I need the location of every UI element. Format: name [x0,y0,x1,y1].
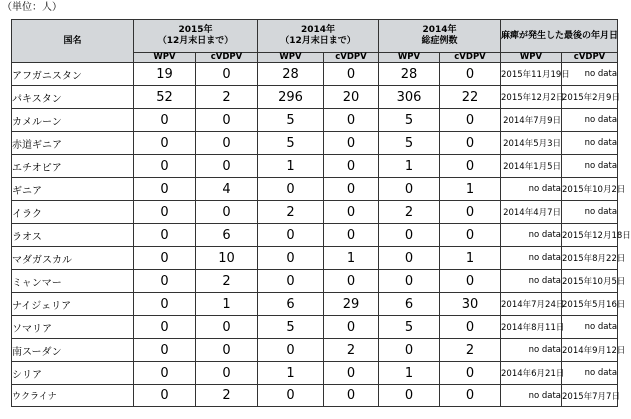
last-cvdpv-date-cell: no data [562,155,618,178]
cvdpv-total-cell: 0 [440,155,501,178]
wpv-2015-cell: 0 [134,362,196,385]
cvdpv-2014-cell: 20 [324,86,379,109]
wpv-2015-cell: 0 [134,316,196,339]
country-cell: カメルーン [12,109,134,132]
cvdpv-2014-cell: 0 [324,224,379,247]
cvdpv-total-cell: 2 [440,339,501,362]
cvdpv-total-cell: 0 [440,385,501,407]
table-row [12,86,618,109]
wpv-2015-cell: 19 [134,63,196,86]
wpv-2015-cell: 52 [134,86,196,109]
last-cvdpv-date-cell: 2015年8月22日 [562,247,618,270]
header-2015: 2015年 （12月末日まで） [134,20,258,53]
table-row [12,339,618,362]
table-row [12,293,618,316]
cvdpv-total-cell: 1 [440,247,501,270]
cvdpv-2014-cell: 0 [324,385,379,407]
country-cell: ナイジェリア [12,293,134,316]
cvdpv-2015-cell: 0 [196,339,258,362]
last-cvdpv-date-cell: no data [562,109,618,132]
last-wpv-date-cell: 2014年4月7日 [501,201,562,224]
wpv-2014-cell: 6 [258,293,324,316]
wpv-total-cell: 5 [379,316,440,339]
wpv-2014-cell: 296 [258,86,324,109]
cvdpv-2015-cell: 2 [196,86,258,109]
last-cvdpv-date-cell: 2015年2月9日 [562,86,618,109]
wpv-total-cell: 5 [379,132,440,155]
last-wpv-date-cell: no data [501,270,562,293]
wpv-2014-cell: 0 [258,224,324,247]
wpv-2014-cell: 0 [258,339,324,362]
last-wpv-date-cell: no data [501,224,562,247]
wpv-2014-cell: 0 [258,270,324,293]
last-cvdpv-date-cell: 2015年12月18日 [562,224,618,247]
cvdpv-2015-cell: 0 [196,362,258,385]
country-cell: イラク [12,201,134,224]
cvdpv-2015-cell: 0 [196,316,258,339]
country-cell: 赤道ギニア [12,132,134,155]
cvdpv-2014-cell: 0 [324,201,379,224]
cvdpv-2015-cell: 1 [196,293,258,316]
cvdpv-total-cell: 22 [440,86,501,109]
cvdpv-total-cell: 0 [440,63,501,86]
header-wpv-2014: WPV [258,53,324,63]
wpv-2014-cell: 0 [258,247,324,270]
cvdpv-total-cell: 0 [440,109,501,132]
last-cvdpv-date-cell: no data [562,316,618,339]
wpv-total-cell: 0 [379,224,440,247]
wpv-2014-cell: 1 [258,155,324,178]
wpv-2014-cell: 5 [258,132,324,155]
wpv-2015-cell: 0 [134,155,196,178]
header-2014: 2014年 （12月末日まで） [258,20,379,53]
header-country: 国名 [12,20,134,63]
cvdpv-2014-cell: 0 [324,63,379,86]
last-wpv-date-cell: no data [501,385,562,407]
wpv-2014-cell: 28 [258,63,324,86]
table-row [12,224,618,247]
header-wpv-last: WPV [501,53,562,63]
wpv-2015-cell: 0 [134,270,196,293]
header-2014-total: 2014年 総症例数 [379,20,501,53]
cvdpv-total-cell: 30 [440,293,501,316]
last-cvdpv-date-cell: no data [562,362,618,385]
last-cvdpv-date-cell: no data [562,201,618,224]
last-wpv-date-cell: 2015年12月2日 [501,86,562,109]
header-wpv-total: WPV [379,53,440,63]
wpv-2014-cell: 1 [258,362,324,385]
table-row [12,63,618,86]
wpv-total-cell: 306 [379,86,440,109]
wpv-total-cell: 0 [379,178,440,201]
cvdpv-2015-cell: 0 [196,201,258,224]
last-wpv-date-cell: 2014年6月21日 [501,362,562,385]
cvdpv-total-cell: 0 [440,316,501,339]
cvdpv-2014-cell: 0 [324,155,379,178]
header-cvdpv-2014: cVDPV [324,53,379,63]
wpv-2014-cell: 0 [258,178,324,201]
table-row [12,155,618,178]
wpv-2015-cell: 0 [134,132,196,155]
table-row [12,362,618,385]
country-cell: エチオピア [12,155,134,178]
wpv-2015-cell: 0 [134,247,196,270]
wpv-2015-cell: 0 [134,224,196,247]
table-row [12,132,618,155]
cvdpv-2015-cell: 2 [196,270,258,293]
table-row [12,270,618,293]
cvdpv-2015-cell: 2 [196,385,258,407]
table-row [12,316,618,339]
last-wpv-date-cell: 2014年8月11日 [501,316,562,339]
country-cell: 南スーダン [12,339,134,362]
last-wpv-date-cell: 2014年7月9日 [501,109,562,132]
last-wpv-date-cell: 2014年5月3日 [501,132,562,155]
cvdpv-total-cell: 1 [440,178,501,201]
cvdpv-total-cell: 0 [440,132,501,155]
wpv-total-cell: 1 [379,362,440,385]
last-wpv-date-cell: no data [501,339,562,362]
cvdpv-2015-cell: 0 [196,155,258,178]
last-wpv-date-cell: no data [501,247,562,270]
unit-label: （単位：人） [2,2,62,13]
country-cell: ソマリア [12,316,134,339]
wpv-2015-cell: 0 [134,385,196,407]
wpv-total-cell: 0 [379,247,440,270]
wpv-total-cell: 0 [379,339,440,362]
wpv-2014-cell: 2 [258,201,324,224]
wpv-total-cell: 0 [379,270,440,293]
header-cvdpv-last: cVDPV [562,53,618,63]
wpv-total-cell: 28 [379,63,440,86]
cvdpv-2014-cell: 0 [324,316,379,339]
polio-cases-table [11,19,631,407]
cvdpv-2015-cell: 0 [196,132,258,155]
cvdpv-2015-cell: 10 [196,247,258,270]
wpv-2015-cell: 0 [134,201,196,224]
cvdpv-2014-cell: 0 [324,178,379,201]
last-cvdpv-date-cell: 2015年10月5日 [562,270,618,293]
table-row [12,178,618,201]
wpv-2015-cell: 0 [134,109,196,132]
country-cell: ミャンマー [12,270,134,293]
wpv-2014-cell: 5 [258,109,324,132]
wpv-total-cell: 2 [379,201,440,224]
cvdpv-2014-cell: 2 [324,339,379,362]
table-row [12,385,618,407]
cvdpv-2014-cell: 0 [324,132,379,155]
country-cell: ウクライナ [12,385,134,407]
cvdpv-2014-cell: 1 [324,247,379,270]
wpv-2015-cell: 0 [134,178,196,201]
country-cell: マダガスカル [12,247,134,270]
cvdpv-2014-cell: 0 [324,362,379,385]
wpv-2014-cell: 0 [258,385,324,407]
table-row [12,201,618,224]
cvdpv-2015-cell: 6 [196,224,258,247]
country-cell: アフガニスタン [12,63,134,86]
last-cvdpv-date-cell: 2015年5月16日 [562,293,618,316]
last-wpv-date-cell: no data [501,178,562,201]
header-cvdpv-total: cVDPV [440,53,501,63]
last-cvdpv-date-cell: 2015年10月2日 [562,178,618,201]
country-cell: シリア [12,362,134,385]
cvdpv-total-cell: 0 [440,224,501,247]
wpv-total-cell: 5 [379,109,440,132]
table-row [12,247,618,270]
country-cell: ラオス [12,224,134,247]
last-cvdpv-date-cell: no data [562,63,618,86]
wpv-total-cell: 6 [379,293,440,316]
last-cvdpv-date-cell: 2014年9月12日 [562,339,618,362]
country-cell: ギニア [12,178,134,201]
country-cell: パキスタン [12,86,134,109]
cvdpv-total-cell: 0 [440,362,501,385]
wpv-total-cell: 1 [379,155,440,178]
wpv-2015-cell: 0 [134,293,196,316]
header-wpv-2015: WPV [134,53,196,63]
cvdpv-total-cell: 0 [440,270,501,293]
header-last-paralysis-date: 麻痺が発生した最後の年月日 [501,20,618,53]
cvdpv-2014-cell: 29 [324,293,379,316]
last-wpv-date-cell: 2015年11月19日 [501,63,562,86]
cvdpv-2014-cell: 0 [324,109,379,132]
cvdpv-2015-cell: 4 [196,178,258,201]
last-wpv-date-cell: 2014年1月5日 [501,155,562,178]
header-cvdpv-2015: cVDPV [196,53,258,63]
wpv-total-cell: 0 [379,385,440,407]
cvdpv-2015-cell: 0 [196,109,258,132]
wpv-2015-cell: 0 [134,339,196,362]
last-wpv-date-cell: 2014年7月24日 [501,293,562,316]
cvdpv-2014-cell: 0 [324,270,379,293]
last-cvdpv-date-cell: 2015年7月7日 [562,385,618,407]
table-row [12,109,618,132]
wpv-2014-cell: 5 [258,316,324,339]
cvdpv-total-cell: 0 [440,201,501,224]
last-cvdpv-date-cell: no data [562,132,618,155]
cvdpv-2015-cell: 0 [196,63,258,86]
